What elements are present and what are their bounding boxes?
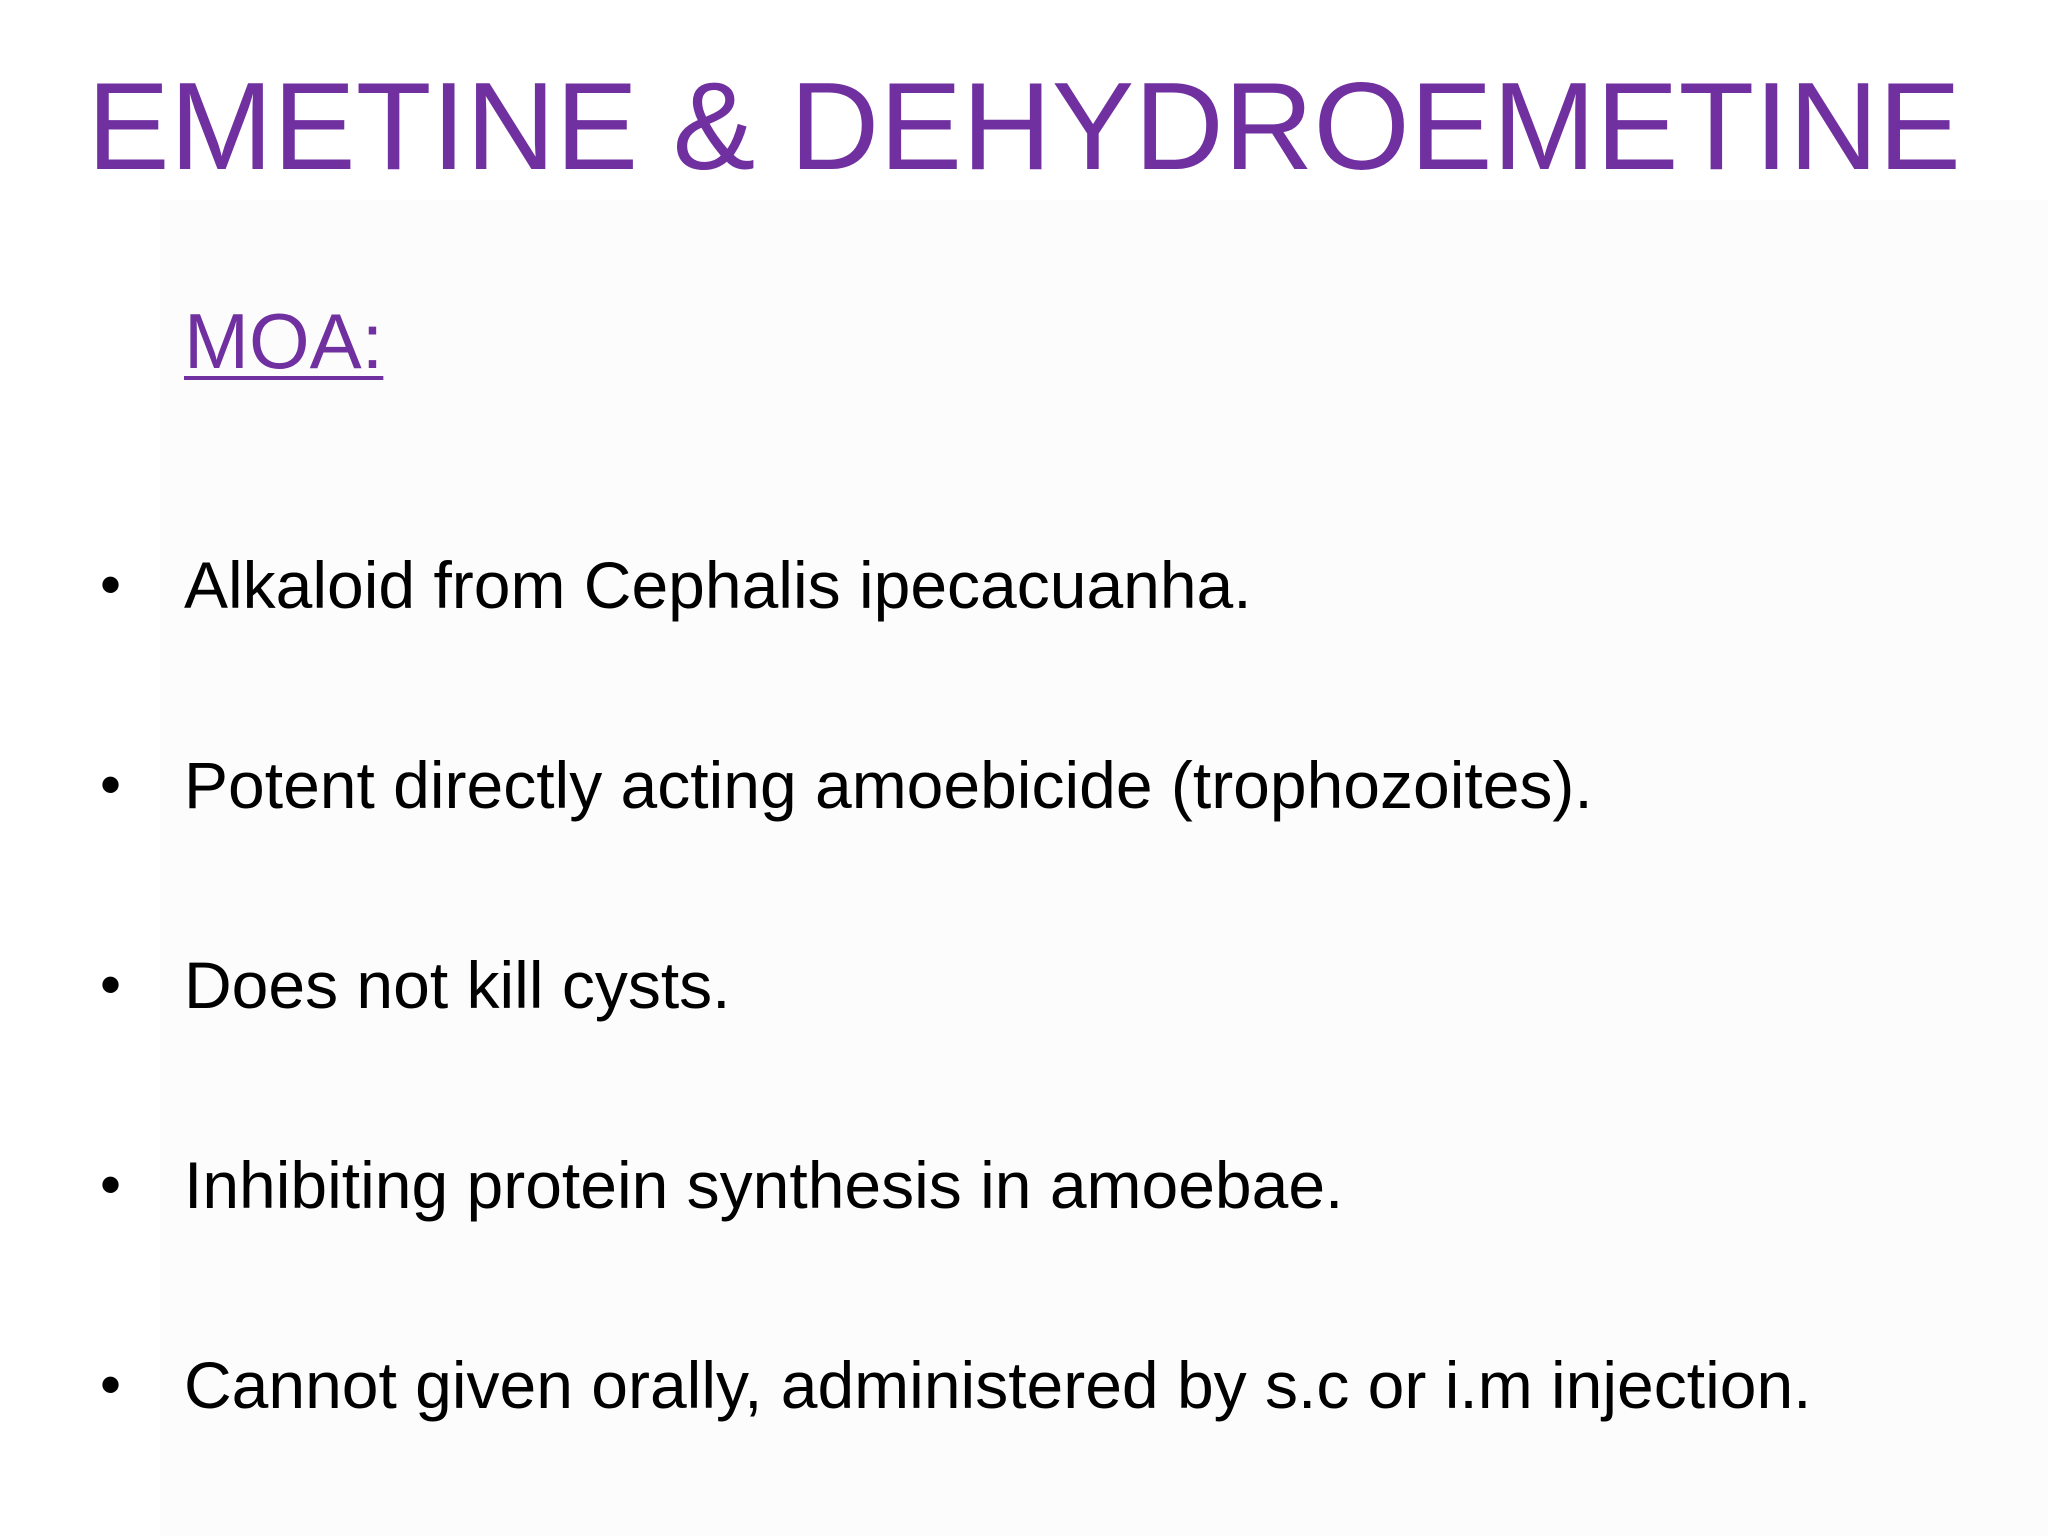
slide-title: EMETINE & DEHYDROEMETINE xyxy=(87,58,1961,196)
bullet-text: Does not kill cysts. xyxy=(184,948,731,1022)
bullet-text: Alkaloid from Cephalis ipecacuanha. xyxy=(184,548,1252,622)
section-heading: MOA: xyxy=(184,297,384,385)
bullet-marker: • xyxy=(100,951,122,1018)
bullet-marker: • xyxy=(100,751,122,818)
bullet-text: Potent directly acting amoebicide (trophozoites). xyxy=(184,748,1593,822)
bullet-marker: • xyxy=(100,551,122,618)
bullet-text: Inhibiting protein synthesis in amoebae. xyxy=(184,1148,1344,1222)
bullet-marker: • xyxy=(100,1151,122,1218)
content-panel xyxy=(160,200,2048,1536)
bullet-marker: • xyxy=(100,1351,122,1418)
bullet-text: Cannot given orally, administered by s.c or i.m injection. xyxy=(184,1348,1812,1422)
